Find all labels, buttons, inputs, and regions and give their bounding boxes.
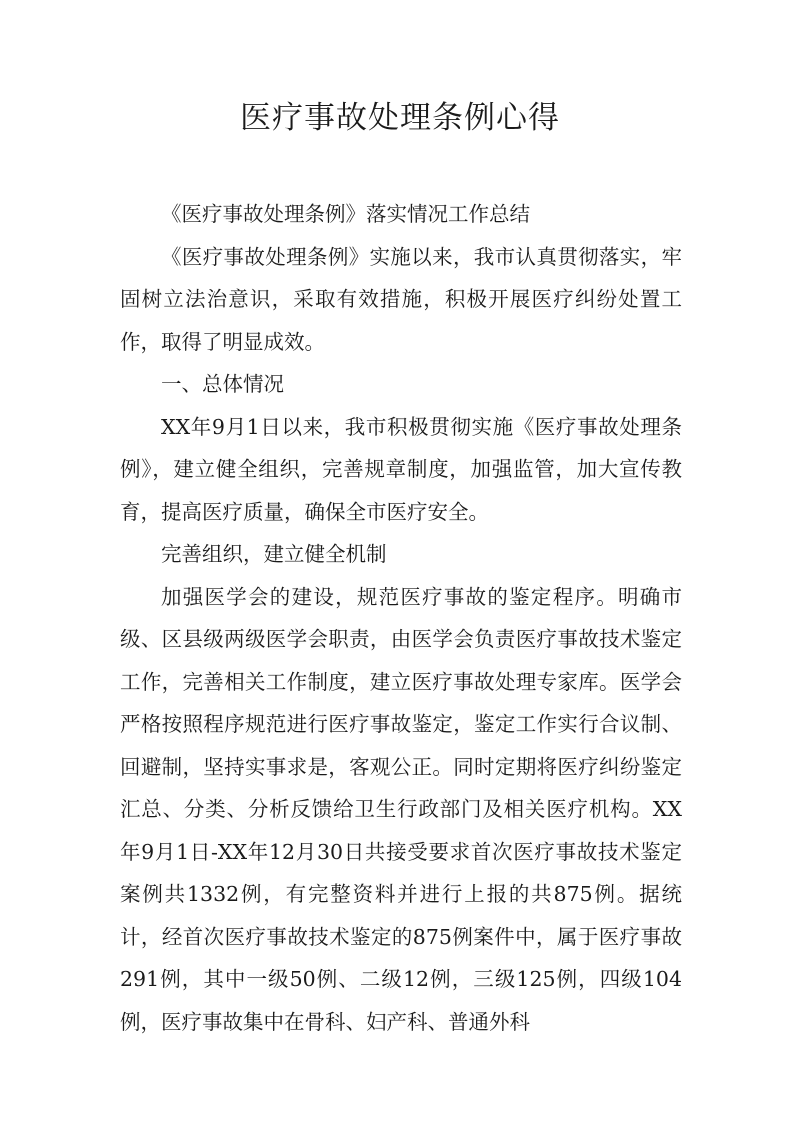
paragraph-overview: XX年9月1日以来，我市积极贯彻实施《医疗事故处理条例》，建立健全组织，完善规章制度，加强监管，加大宣传教育，提高医疗质量，确保全市医疗安全。 bbox=[120, 414, 682, 524]
document-title: 医疗事故处理条例心得 bbox=[240, 100, 560, 136]
document-body bbox=[120, 193, 682, 1043]
section-heading-overview: 一、总体情况 bbox=[161, 372, 284, 396]
paragraph-intro: 《医疗事故处理条例》实施以来，我市认真贯彻落实，牢固树立法治意识，采取有效措施，积极开展医疗纠纷处置工作，取得了明显成效。 bbox=[120, 244, 682, 354]
paragraph-subtitle: 《医疗事故处理条例》落实情况工作总结 bbox=[161, 202, 530, 226]
section-heading-organization: 完善组织，建立健全机制 bbox=[161, 542, 387, 566]
paragraph-organization: 加强医学会的建设，规范医疗事故的鉴定程序。明确市级、区县级两级医学会职责，由医学会负责医疗事故技术鉴定工作，完善相关工作制度，建立医疗事故处理专家库。医学会严格按照程序规范进行医疗事故鉴定，鉴定工作实行合议制、回避制，坚持实事求是，客观公正。同时定期将医疗纠纷鉴定汇总、分类、分析反馈给卫生行政部门及相关医疗机构。XX年9月1日-XX年12月30日共接受要求首次医疗事故技术鉴定案例共1332例，有完整资料并进行上报的共875例。据统计，经首次医疗事故技术鉴定的875例案件中，属于医疗事故291例，其中一级50例、二级12例，三级125例，四级104例，医疗事故集中在骨科、妇产科、普通外科 bbox=[120, 584, 682, 1034]
